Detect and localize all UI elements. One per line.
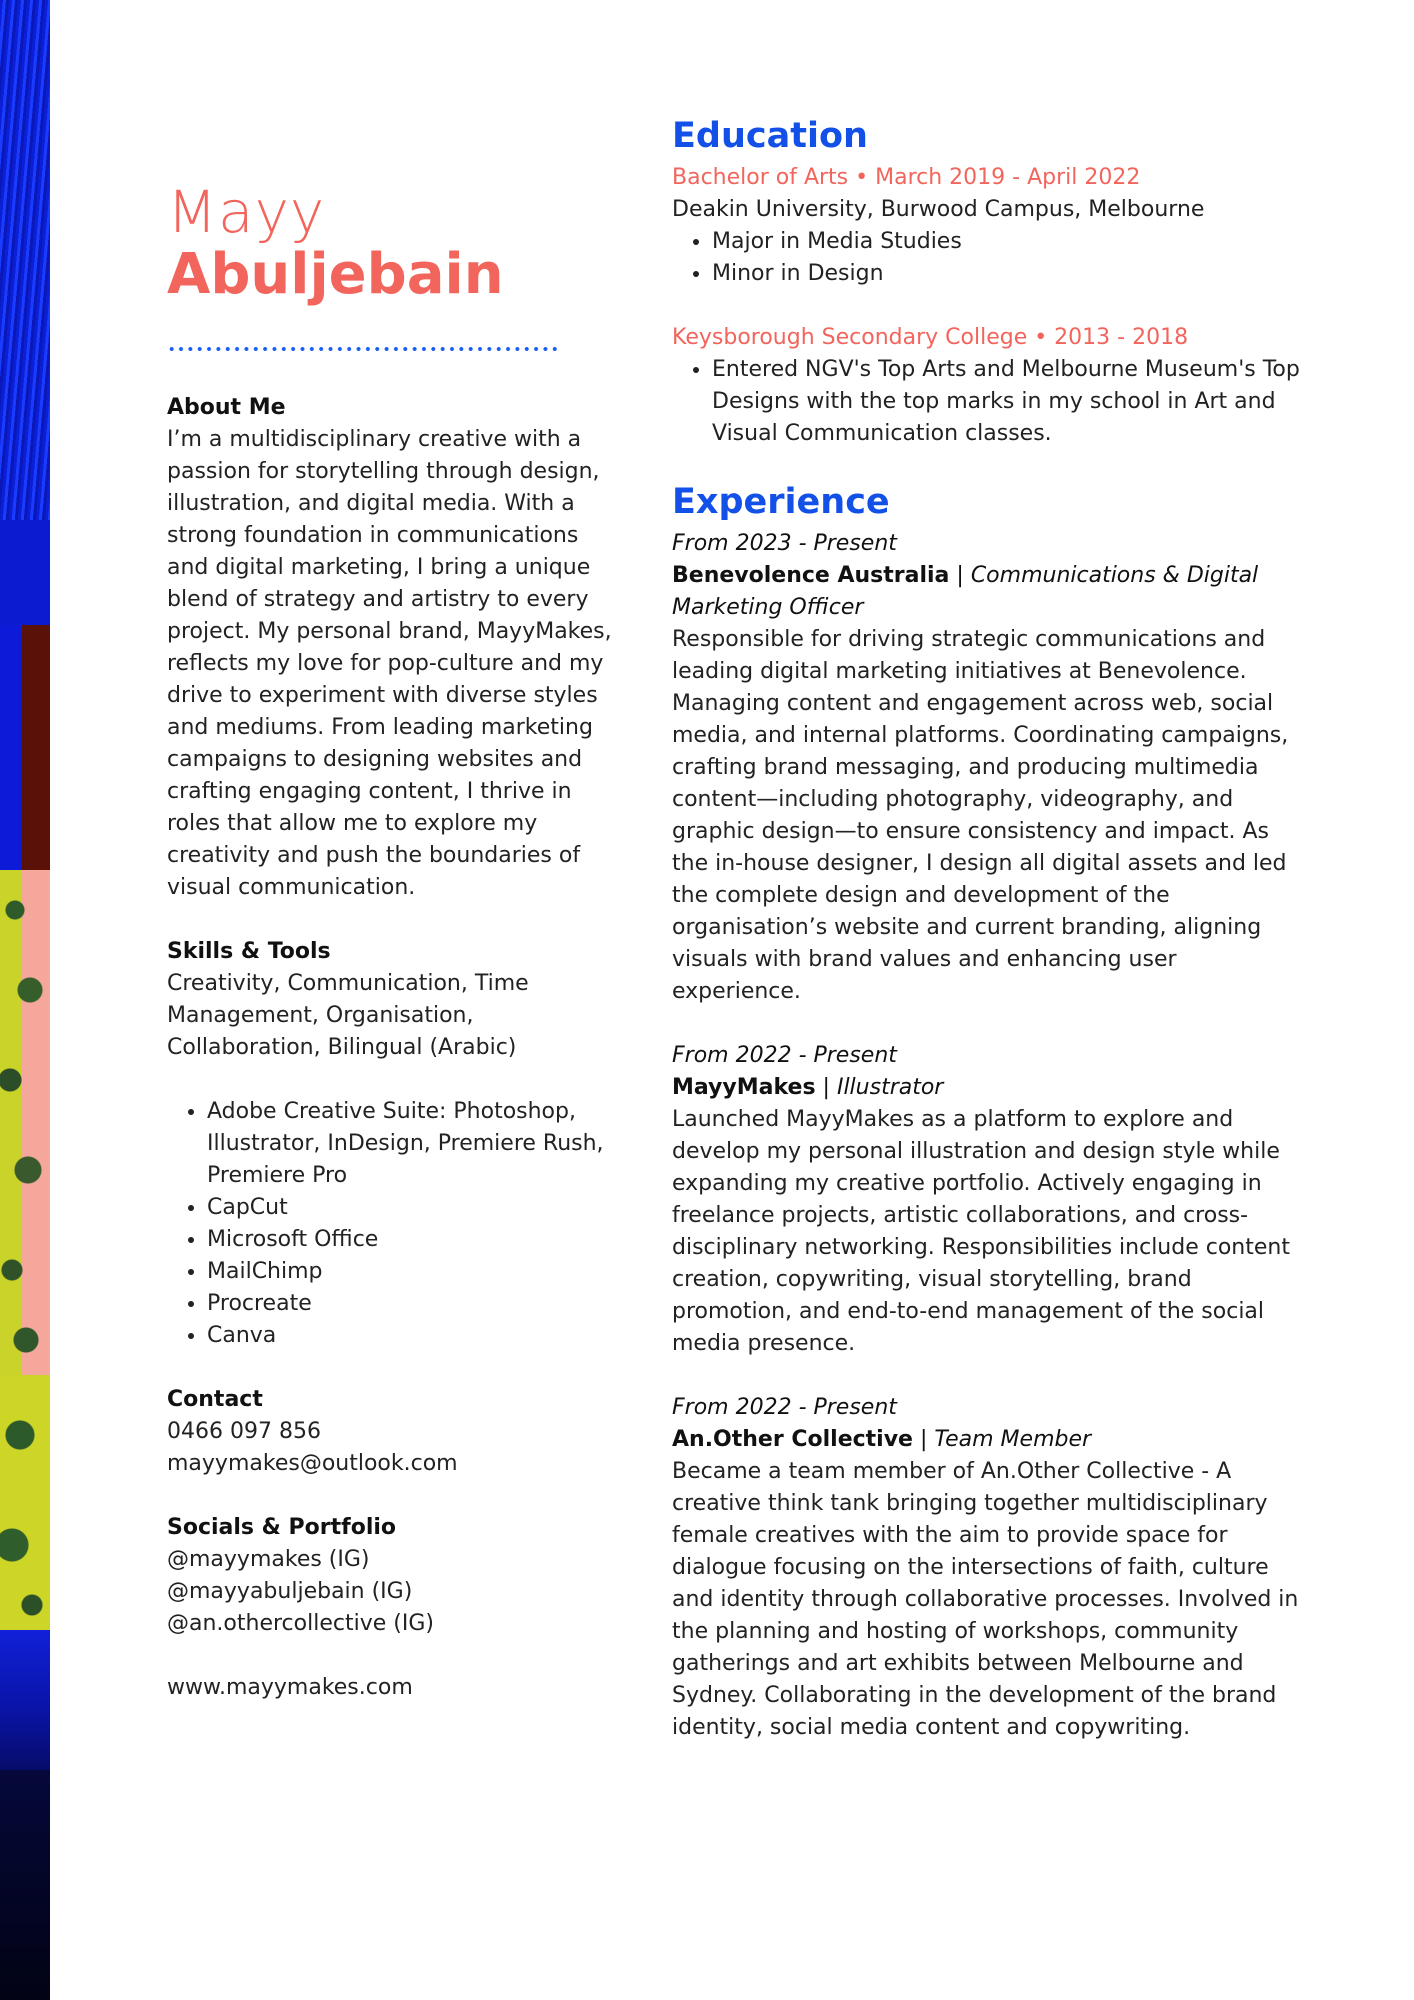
- list-item: • Microsoft Office: [207, 1224, 617, 1256]
- tools-list: [167, 1096, 617, 1352]
- separator: |: [949, 563, 971, 588]
- blue-texture-block: [0, 0, 50, 530]
- experience-description: Became a team member of An.Other Collective - A creative think tank bringing together multidisciplinary female creatives with the aim to provide space for dialogue focusing on the intersections of faith, culture and identity through collaborative processes. Involved in the planning and hosting of workshops, community gatherings and art exhibits between Melbourne and Sydney. Collaborating in the development of the brand identity, social media content and copywriting.: [672, 1459, 1299, 1740]
- blue-block: [0, 520, 50, 630]
- experience-role-line: [672, 1072, 1312, 1104]
- institution: Deakin University, Burwood Campus, Melbourne: [672, 197, 1205, 222]
- experience-entry: [672, 1040, 1312, 1360]
- school-heading: Keysborough Secondary College • 2013 - 2018: [672, 325, 1189, 350]
- experience-role-line: [672, 560, 1312, 624]
- role: Communications & Digital Marketing Officer: [672, 563, 1259, 620]
- blue-gradient-block: [0, 1630, 50, 1770]
- socials-title: Socials & Portfolio: [167, 1515, 397, 1540]
- dotted-divider: [167, 346, 559, 352]
- floral-yellow-block: [0, 1375, 50, 1630]
- list-item: • Adobe Creative Suite: Photoshop, Illustrator, InDesign, Premiere Rush, Premiere Pro: [207, 1096, 617, 1192]
- education-points: [672, 354, 1312, 450]
- social-handle[interactable]: @an.othercollective (IG): [167, 1611, 434, 1636]
- about-section: [167, 392, 617, 904]
- role: Illustrator: [836, 1075, 944, 1100]
- last-name: Abuljebain: [167, 242, 504, 307]
- floral-pink-block: [0, 870, 50, 1380]
- organisation: An.Other Collective: [672, 1427, 913, 1452]
- social-handle[interactable]: @mayymakes (IG): [167, 1547, 370, 1572]
- skills-section: [167, 936, 617, 1352]
- right-column: [672, 110, 1312, 1744]
- education-entry: [672, 162, 1312, 290]
- organisation: Benevolence Australia: [672, 563, 950, 588]
- separator: |: [815, 1075, 837, 1100]
- contact-title: Contact: [167, 1387, 263, 1412]
- contact-phone[interactable]: 0466 097 856: [167, 1419, 321, 1444]
- list-item: • Major in Media Studies: [712, 226, 1312, 258]
- experience-role-line: [672, 1424, 1312, 1456]
- list-item: • CapCut: [207, 1192, 617, 1224]
- first-name: Mayy: [167, 178, 326, 246]
- role: Team Member: [934, 1427, 1092, 1452]
- social-handle[interactable]: @mayyabuljebain (IG): [167, 1579, 413, 1604]
- separator: |: [912, 1427, 935, 1452]
- experience-description: Launched MayyMakes as a platform to explore and develop my personal illustration and design style while expanding my creative portfolio. Actively engaging in freelance projects, artistic collaborations, and cross-disciplinary networking. Responsibilities include content creation, copywriting, visual storytelling, brand promotion, and end-to-end management of the social media presence.: [672, 1107, 1290, 1356]
- experience-date: From 2022 - Present: [672, 1043, 897, 1068]
- experience-date: From 2022 - Present: [672, 1395, 897, 1420]
- contact-email[interactable]: mayymakes@outlook.com: [167, 1451, 458, 1476]
- degree-heading: Bachelor of Arts • March 2019 - April 2022: [672, 165, 1141, 190]
- experience-title: Experience: [672, 482, 890, 522]
- socials-section: [167, 1512, 617, 1704]
- education-points: [672, 226, 1312, 290]
- maroon-block: [22, 625, 50, 875]
- decorative-art-strip: [0, 0, 50, 2000]
- contact-section: [167, 1384, 617, 1480]
- about-text: I’m a multidisciplinary creative with a passion for storytelling through design, illustration, and digital media. With a strong foundation in communications and digital marketing, I bring a unique blend of strategy and artistry to every project. My personal brand, MayyMakes, reflects my love for pop-culture and my drive to experiment with diverse styles and mediums. From leading marketing campaigns to designing websites and crafting engaging content, I thrive in roles that allow me to explore my creativity and push the boundaries of visual communication.: [167, 427, 612, 900]
- education-title: Education: [672, 116, 868, 156]
- skills-text: Creativity, Communication, Time Management, Organisation, Collaboration, Bilingual (Arabic): [167, 971, 529, 1060]
- website-link[interactable]: www.mayymakes.com: [167, 1675, 413, 1700]
- experience-entry: [672, 1392, 1312, 1744]
- education-entry: [672, 322, 1312, 450]
- left-column: [167, 180, 617, 1704]
- list-item: • Procreate: [207, 1288, 617, 1320]
- about-title: About Me: [167, 395, 286, 420]
- organisation: MayyMakes: [672, 1075, 816, 1100]
- experience-description: Responsible for driving strategic communications and leading digital marketing initiatives at Benevolence. Managing content and engagement across web, social media, and internal platforms. Coordinating campaigns, crafting brand messaging, and producing multimedia content—including photography, videography, and graphic design—to ensure consistency and impact. As the in-house designer, I design all digital assets and led the complete design and development of the organisation’s website and current branding, aligning visuals with brand values and enhancing user experience.: [672, 627, 1289, 1004]
- dark-block: [0, 1770, 50, 2000]
- list-item: • MailChimp: [207, 1256, 617, 1288]
- list-item: • Entered NGV's Top Arts and Melbourne Museum's Top Designs with the top marks in my school in Art and Visual Communication classes.: [712, 354, 1312, 450]
- skills-title: Skills & Tools: [167, 939, 331, 964]
- blue-edge-block: [0, 625, 22, 875]
- list-item: • Canva: [207, 1320, 617, 1352]
- experience-date: From 2023 - Present: [672, 531, 897, 556]
- list-item: • Minor in Design: [712, 258, 1312, 290]
- experience-entry: [672, 528, 1312, 1008]
